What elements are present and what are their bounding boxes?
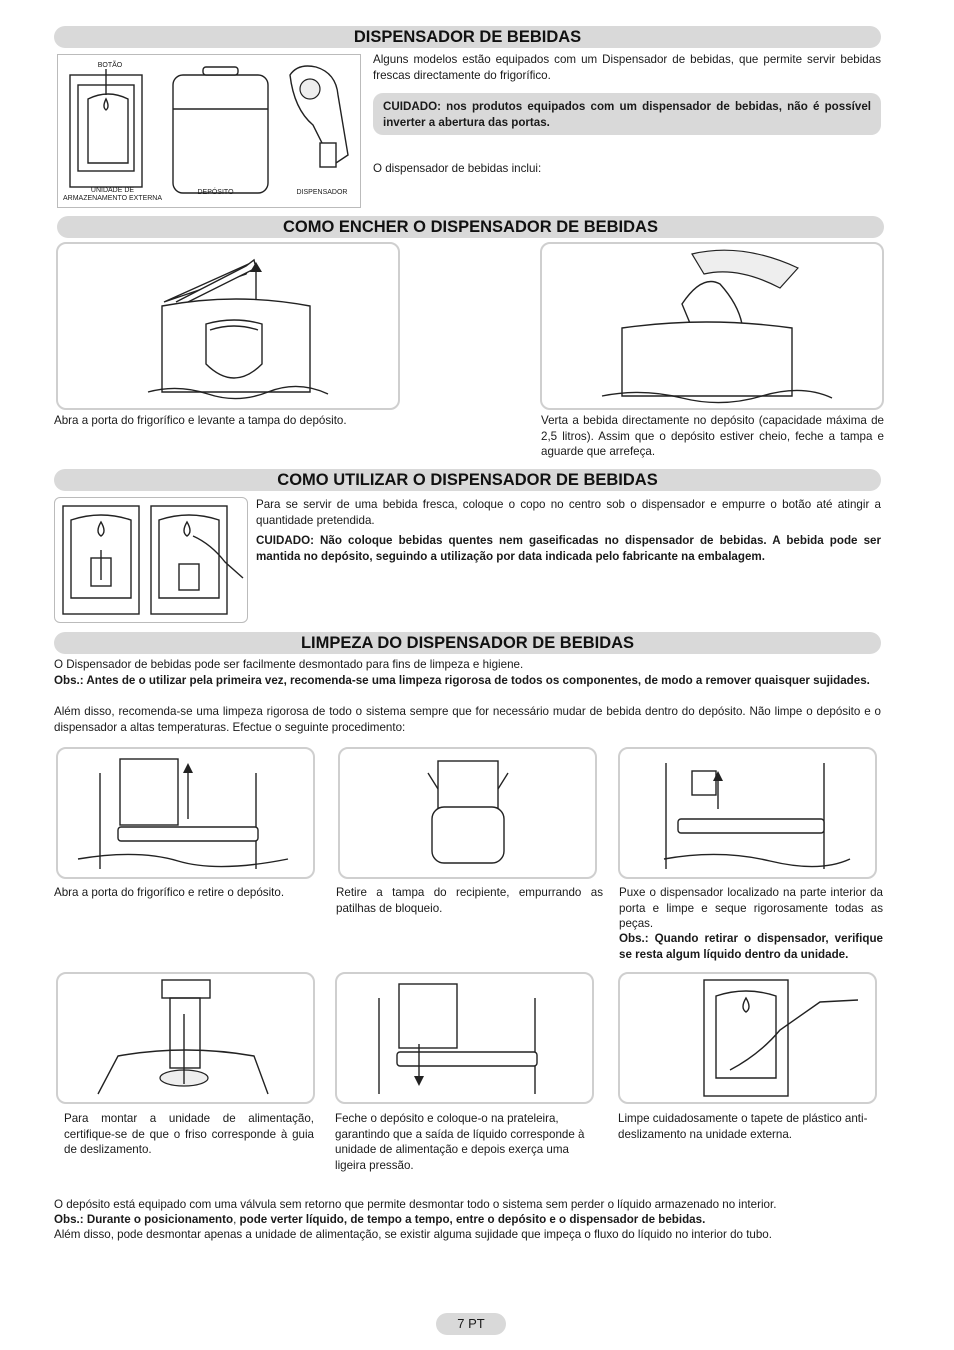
label-dispensador: DISPENSADOR bbox=[296, 189, 348, 196]
s4-footer-1: O depósito está equipado com uma válvula sem retorno que permite desmontar todo o sistema sem perder o líquido armazenado no interior. bbox=[54, 1198, 777, 1211]
step-5-caption: Feche o depósito e coloque-o na prateleira, garantindo que a saída de líquido corresponde à unidade de alimentação e depois exerça uma ligeira pressão. bbox=[335, 1112, 585, 1172]
s2-caption-left: Abra a porta do frigorífico e levante a tampa do depósito. bbox=[54, 414, 347, 427]
s1-intro: Alguns modelos estão equipados com um Dispensador de bebidas, que permite servir bebidas frescas directamente do frigorífico. bbox=[373, 53, 881, 82]
s4-footer-2 bbox=[54, 1212, 894, 1228]
components-illustration bbox=[58, 55, 360, 207]
step-3-note: Obs.: Quando retirar o dispensador, verifique se resta algum líquido dentro da unidade. bbox=[619, 932, 883, 961]
s4-p3: Além disso, recomenda-se uma limpeza rigorosa de todo o sistema sempre que for necessário mudar de bebida dentro do depósito. Não limpe o depósito e o dispensador a altas temperaturas. Efectue o seguinte procedimento: bbox=[54, 705, 881, 734]
figure-use-dispenser bbox=[54, 497, 248, 623]
step-6-caption: Limpe cuidadosamente o tapete de plástico anti-deslizamento na unidade externa. bbox=[618, 1112, 868, 1141]
label-botao: BOTÃO bbox=[97, 62, 123, 69]
figure-step-1 bbox=[56, 747, 315, 879]
s4-footer-3: Além disso, pode desmontar apenas a unidade de alimentação, se existir alguma sujidade que impeça o fluxo do líquido no interior do tubo. bbox=[54, 1228, 772, 1241]
s1-includes: O dispensador de bebidas inclui: bbox=[373, 162, 542, 175]
s4-p2: Obs.: Antes de o utilizar pela primeira vez, recomenda-se uma limpeza rigorosa de todos os componentes, de modo a remover quaisquer sujidades. bbox=[54, 674, 870, 687]
figure-step-5 bbox=[335, 972, 594, 1104]
section-title-encher: COMO ENCHER O DISPENSADOR DE BEBIDAS bbox=[57, 216, 884, 238]
s3-caution: CUIDADO: Não coloque bebidas quentes nem gaseificadas no dispensador de bebidas. A bebida pode ser mantida no depósito, seguindo a utilização por data indicada pelo fabricante na embalagem. bbox=[256, 534, 881, 563]
step-3-caption: Puxe o dispensador localizado na parte interior da porta e limpe e seque rigorosamente todas as peças. bbox=[619, 886, 883, 931]
s2-caption-right: Verta a bebida directamente no depósito (capacidade máxima de 2,5 litros). Assim que o depósito estiver cheio, feche a tampa e aguarde que arrefeça. bbox=[541, 414, 884, 459]
page-number: 7 PT bbox=[436, 1313, 506, 1335]
step-4-illustration bbox=[58, 974, 313, 1102]
section-title-limpeza: LIMPEZA DO DISPENSADOR DE BEBIDAS bbox=[54, 632, 881, 654]
s3-text: Para se servir de uma bebida fresca, coloque o copo no centro sob o dispensador e empurre o botão até atingir a quantidade pretendida. bbox=[256, 498, 881, 527]
step-2-illustration bbox=[340, 749, 595, 877]
label-deposito: DEPÓSITO bbox=[197, 189, 234, 196]
step-5-illustration bbox=[337, 974, 592, 1102]
pour-drink-illustration bbox=[542, 244, 882, 408]
figure-step-2 bbox=[338, 747, 597, 879]
section-title-utilizar: COMO UTILIZAR O DISPENSADOR DE BEBIDAS bbox=[54, 469, 881, 491]
figure-dispenser-components bbox=[57, 54, 361, 208]
section-title-dispensador: DISPENSADOR DE BEBIDAS bbox=[54, 26, 881, 48]
step-3-illustration bbox=[620, 749, 875, 877]
step-1-illustration bbox=[58, 749, 313, 877]
s4-footer-2-c: pode verter líquido, de tempo a tempo, entre o depósito e o dispensador de bebidas. bbox=[239, 1213, 706, 1226]
lift-lid-illustration bbox=[58, 244, 398, 408]
s4-p1: O Dispensador de bebidas pode ser facilmente desmontado para fins de limpeza e higiene. bbox=[54, 658, 524, 671]
figure-step-4 bbox=[56, 972, 315, 1104]
step-6-illustration bbox=[620, 974, 875, 1102]
use-dispenser-illustration bbox=[55, 498, 247, 622]
label-unidade-externa: UNIDADE DE ARMAZENAMENTO EXTERNA bbox=[62, 187, 163, 203]
s1-caution: CUIDADO: nos produtos equipados com um dispensador de bebidas, não é possível inverter a abertura das portas. bbox=[373, 93, 881, 135]
s4-footer-2-a: Obs.: Durante o posicionamento bbox=[54, 1213, 234, 1226]
figure-lift-lid bbox=[56, 242, 400, 410]
figure-pour-drink bbox=[540, 242, 884, 410]
figure-step-6 bbox=[618, 972, 877, 1104]
s4-footer-2-b: , bbox=[233, 1213, 240, 1226]
step-1-caption: Abra a porta do frigorífico e retire o depósito. bbox=[54, 886, 285, 899]
figure-step-3 bbox=[618, 747, 877, 879]
step-4-caption: Para montar a unidade de alimentação, certifique-se de que o friso corresponde à guia de deslizamento. bbox=[64, 1112, 314, 1157]
step-2-caption: Retire a tampa do recipiente, empurrando as patilhas de bloqueio. bbox=[336, 886, 603, 915]
